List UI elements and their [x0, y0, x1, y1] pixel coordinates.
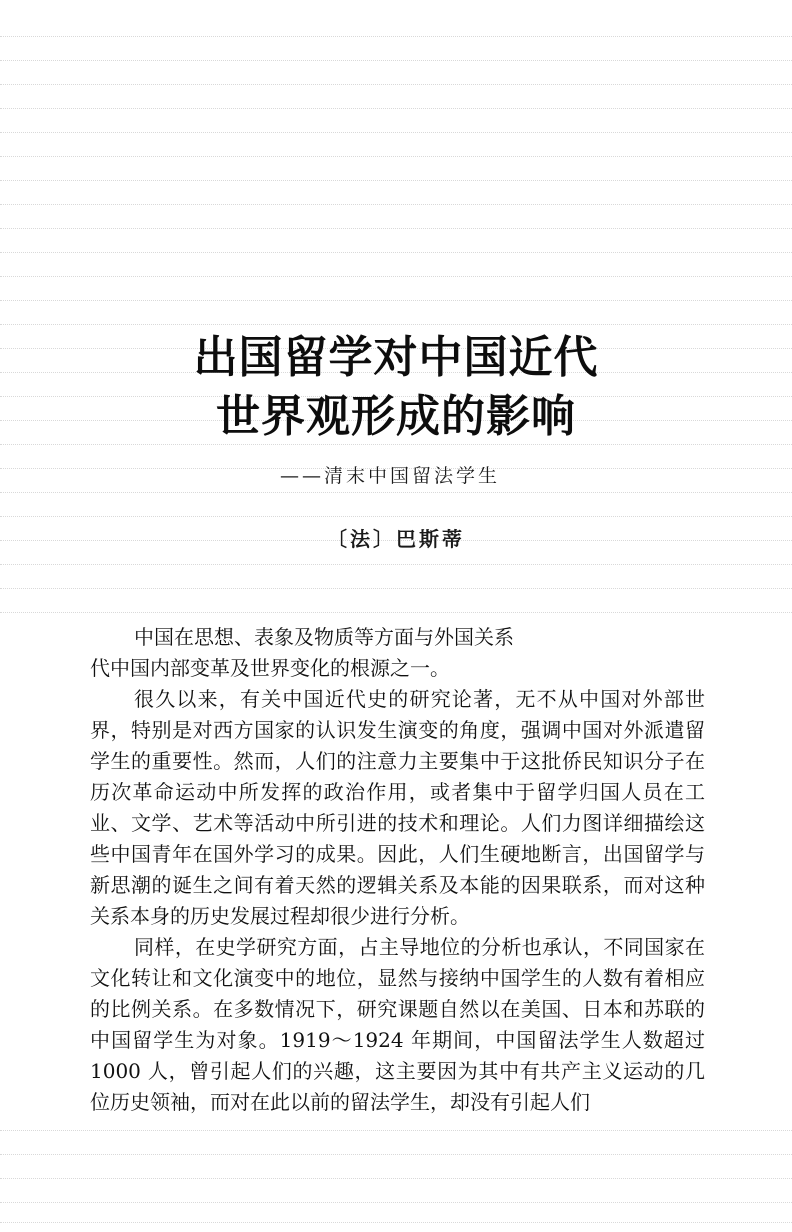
scan-line	[0, 1130, 792, 1131]
scan-line	[0, 324, 792, 325]
scan-line	[0, 588, 792, 589]
scan-line	[0, 492, 792, 493]
scan-line	[0, 252, 792, 253]
author-byline: 〔法〕巴斯蒂	[327, 527, 465, 551]
scan-line	[0, 300, 792, 301]
scan-line	[0, 60, 792, 61]
scan-line	[0, 108, 792, 109]
scan-line	[0, 180, 792, 181]
scan-line	[0, 612, 792, 613]
scan-line	[0, 228, 792, 229]
paragraph: 中国在思想、表象及物质等方面与外国关系 代中国内部变革及世界变化的根源之一。	[90, 625, 514, 680]
page-title-line-1: 出国留学对中国近代	[193, 332, 599, 383]
scan-line	[0, 564, 792, 565]
scan-line	[0, 156, 792, 157]
scan-line	[0, 516, 792, 517]
scan-line	[0, 1222, 792, 1223]
paragraph: 同样，在史学研究方面，占主导地位的分析也承认，不同国家在文化转让和文化演变中的地位，显然与接纳中国学生的人数有着相应的比例关系。在多数情况下，研究课题自然以在美国、日本和苏联的中国留学生为对象。1919～1924 年期间，中国留法学生人数超过 1000 人，曾引起人们的兴趣，这主要因为其中有共产主义运动的几位历史领袖，而对在此以前的留法学生，却没有引起人们	[90, 935, 705, 1114]
scan-line	[0, 132, 792, 133]
scan-line	[0, 36, 792, 37]
scan-line	[0, 1202, 792, 1203]
page-title-line-2: 世界观形成的影响	[216, 391, 576, 442]
paragraph: 很久以来，有关中国近代史的研究论著，无不从中国对外部世界，特别是对西方国家的认识发生演变的角度，强调中国对外派遣留学生的重要性。然而，人们的注意力主要集中于这批侨民知识分子在历次革命运动中所发挥的政治作用，或者集中于留学归国人员在工业、文学、艺术等活动中所引进的技术和理论。人们力图详细描绘这些中国青年在国外学习的成果。因此，人们生硬地断言，出国留学与新思潮的诞生之间有着天然的逻辑关系及本能的因果联系，而对这种关系本身的历史发展过程却很少进行分析。	[90, 687, 705, 928]
scan-line	[0, 1154, 792, 1155]
scan-line	[0, 276, 792, 277]
scan-line	[0, 1178, 792, 1179]
scan-line	[0, 84, 792, 85]
scan-line	[0, 204, 792, 205]
subtitle: ——清末中国留法学生	[280, 465, 501, 487]
article-body	[90, 622, 705, 1118]
scan-line	[0, 444, 792, 445]
